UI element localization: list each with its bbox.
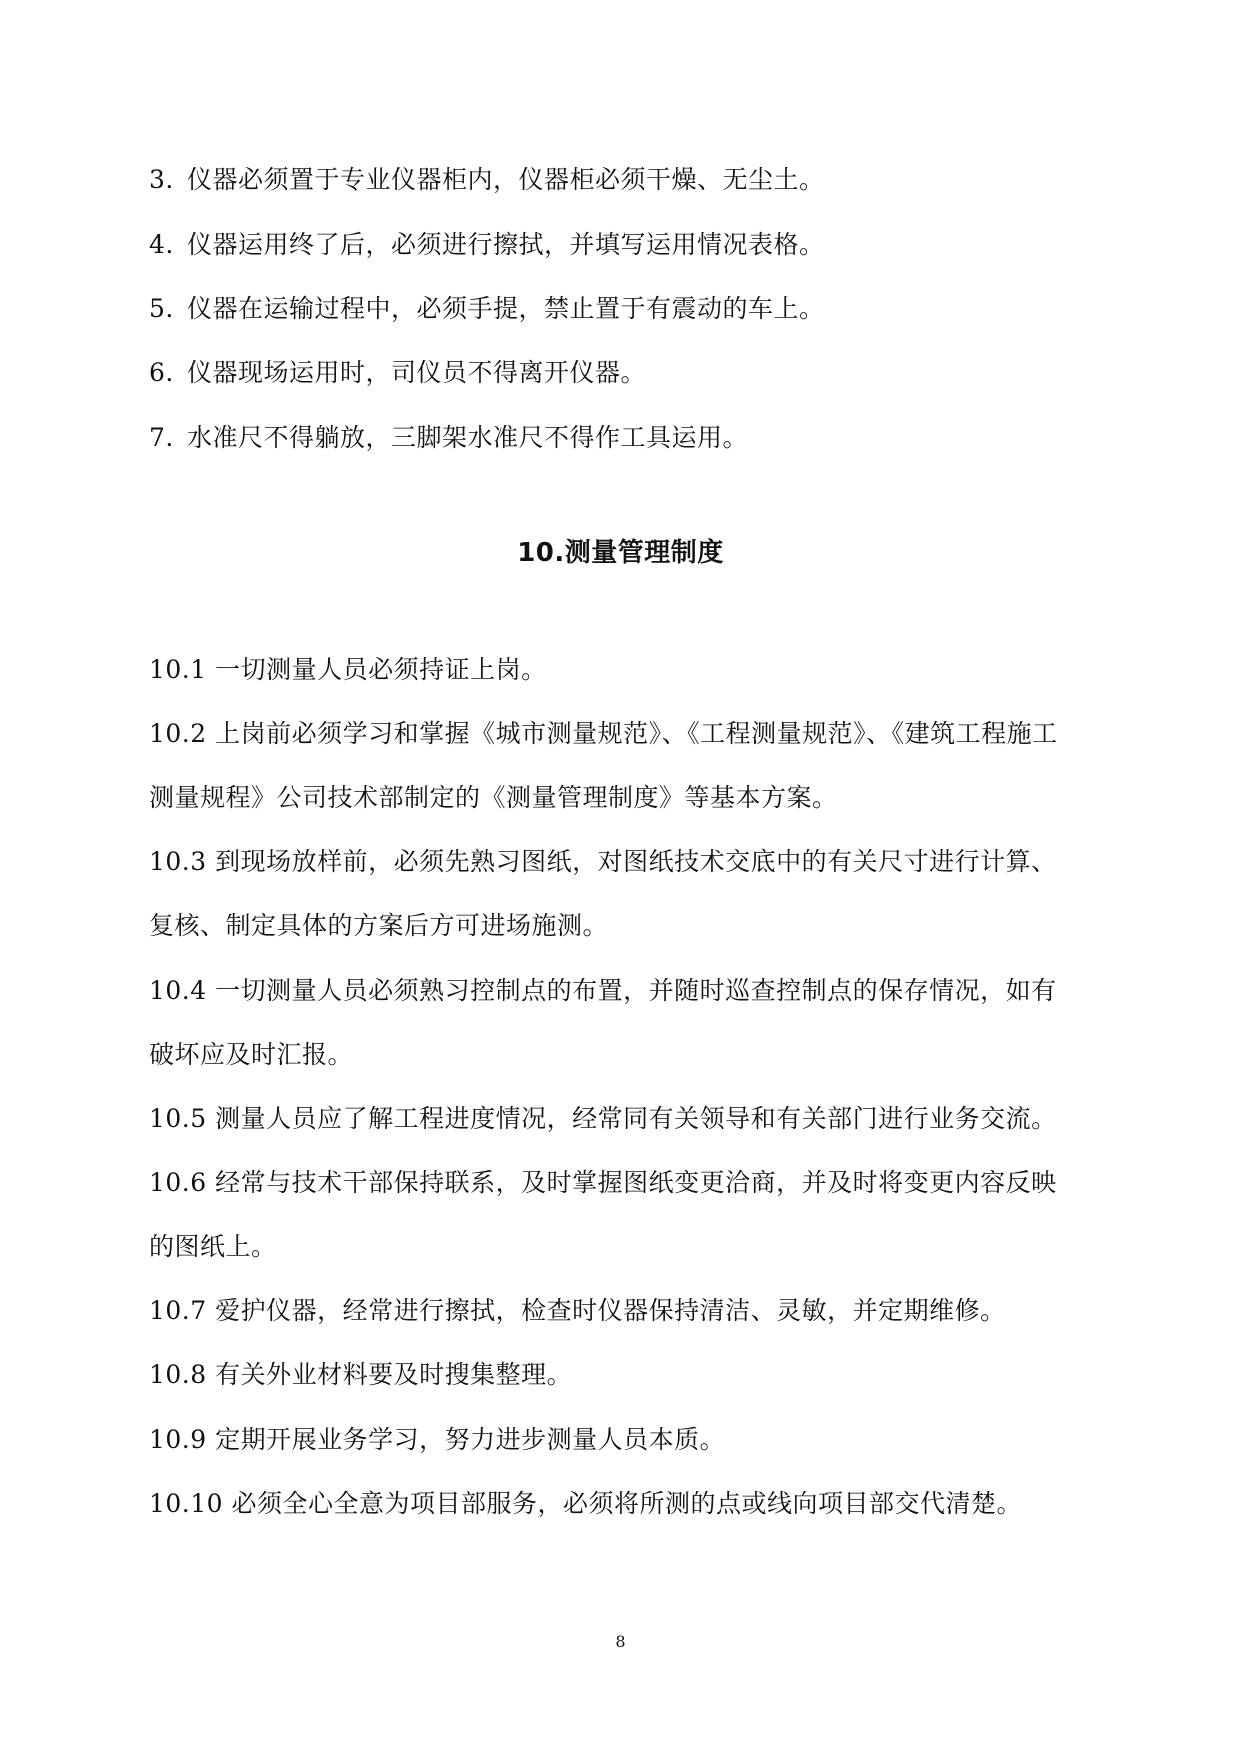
section-line: 10.8 有关外业材料要及时搜集整理。	[149, 1360, 573, 1389]
list-item-text: 水准尺不得躺放，三脚架水准尺不得作工具运用。	[187, 423, 749, 452]
section-line: 10.2 上岗前必须学习和掌握《城市测量规范》、《工程测量规范》、《建筑工程施工	[149, 719, 1058, 748]
list-item	[149, 356, 646, 390]
list-item-number: 3.	[149, 165, 174, 194]
section-line: 10.1 一切测量人员必须持证上岗。	[149, 655, 547, 684]
section-line: 10.6 经常与技术干部保持联系，及时掌握图纸变更洽商，并及时将变更内容反映	[149, 1168, 1057, 1197]
list-item	[149, 228, 825, 262]
section-line: 10.10 必须全心全意为项目部服务，必须将所测的点或线向项目部交代清楚。	[149, 1489, 1023, 1518]
list-item-number: 4.	[149, 230, 174, 259]
section-line: 10.3 到现场放样前，必须先熟习图纸，对图纸技术交底中的有关尺寸进行计算、	[149, 847, 1057, 876]
section-line: 10.9 定期开展业务学习，努力进步测量人员本质。	[149, 1425, 726, 1454]
section-line: 10.4 一切测量人员必须熟习控制点的布置，并随时巡查控制点的保存情况，如有	[149, 976, 1057, 1005]
list-item-number: 7.	[149, 423, 174, 452]
list-item-text: 仪器现场运用时，司仪员不得离开仪器。	[187, 358, 647, 387]
list-item-number: 6.	[149, 358, 174, 387]
list-item-text: 仪器运用终了后，必须进行擦拭，并填写运用情况表格。	[187, 230, 825, 259]
list-item-number: 5.	[149, 294, 174, 323]
page-number: 8	[615, 1632, 626, 1651]
section-line: 10.7 爱护仪器，经常进行擦拭，检查时仪器保持清洁、灵敏，并定期维修。	[149, 1296, 1006, 1325]
section-line: 破坏应及时汇报。	[149, 1040, 354, 1069]
list-item	[149, 421, 748, 455]
section-line: 复核、制定具体的方案后方可进场施测。	[149, 911, 609, 940]
list-item-text: 仪器必须置于专业仪器柜内，仪器柜必须干燥、无尘土。	[187, 165, 825, 194]
list-item	[149, 292, 825, 326]
list-item	[149, 163, 825, 197]
section-line: 测量规程》公司技术部制定的《测量管理制度》等基本方案。	[149, 783, 838, 812]
section-line: 的图纸上。	[149, 1232, 277, 1261]
list-item-text: 仪器在运输过程中，必须手提，禁止置于有震动的车上。	[187, 294, 825, 323]
section-title: 10.测量管理制度	[517, 538, 724, 568]
section-line: 10.5 测量人员应了解工程进度情况，经常同有关领导和有关部门进行业务交流。	[149, 1104, 1057, 1133]
